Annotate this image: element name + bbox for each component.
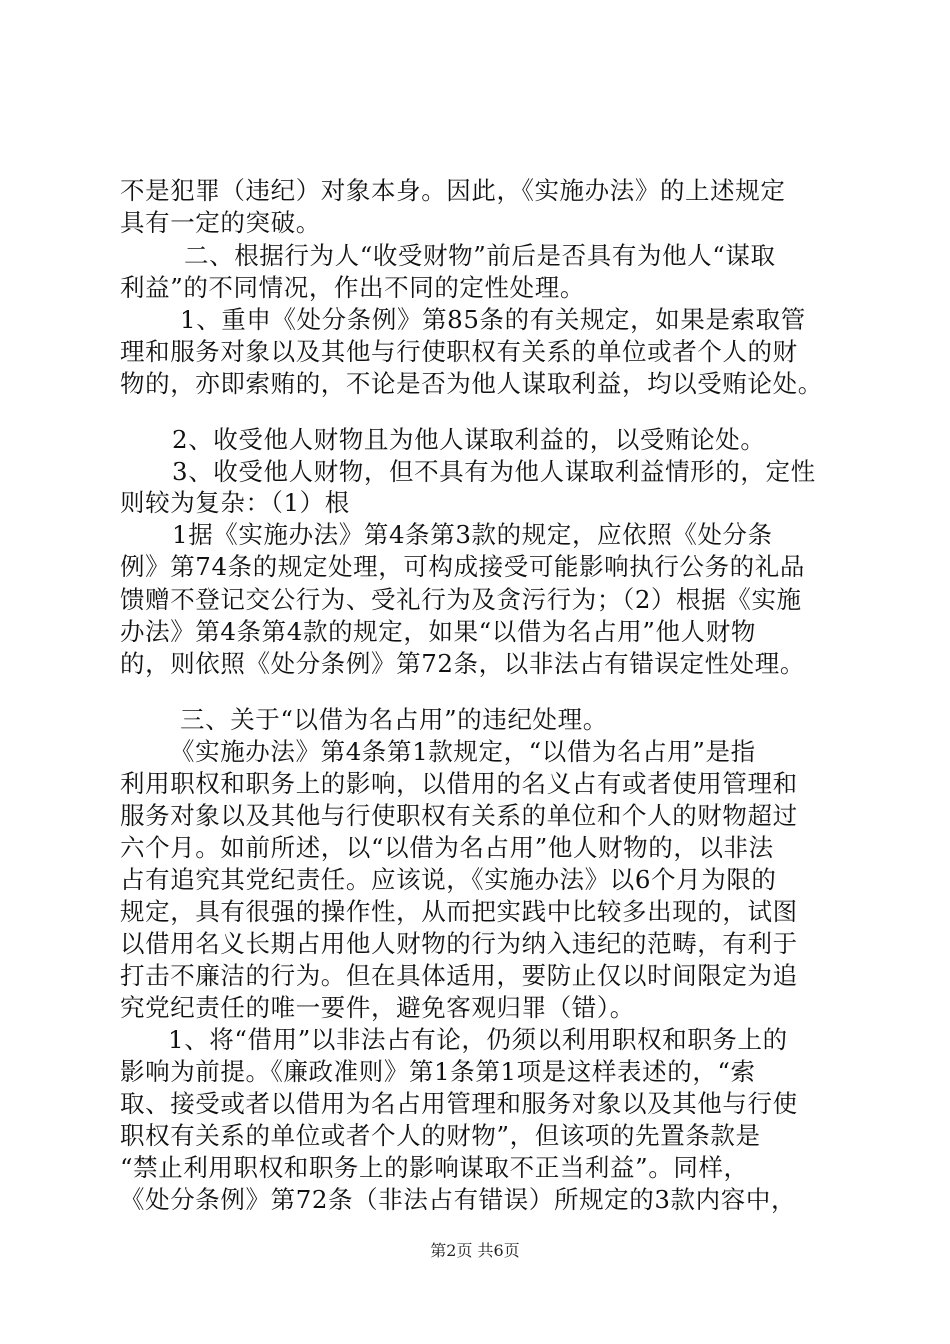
paragraph-line: 职权有关系的单位或者个人的财物”，但该项的先置条款是 <box>120 1121 761 1150</box>
paragraph-line: 不是犯罪（违纪）对象本身。因此，《实施办法》的上述规定 <box>120 176 786 205</box>
paragraph-line: 究党纪责任的唯一要件，避免客观归罪（错）。 <box>120 993 635 1022</box>
paragraph-line: 具有一定的突破。 <box>120 208 321 237</box>
paragraph-line: “禁止利用职权和职务上的影响谋取不正当利益”。同样， <box>120 1153 749 1182</box>
paragraph-line: 《实施办法》第4条第1款规定，“以借为名占用”是指 <box>170 737 756 766</box>
paragraph-line: 2、收受他人财物且为他人谋取利益的，以受贿论处。 <box>172 425 766 454</box>
paragraph-line: 利用职权和职务上的影响，以借用的名义占有或者使用管理和 <box>120 769 798 798</box>
page-number-footer: 第2页 共6页 <box>430 1241 520 1260</box>
paragraph-line: 规定，具有很强的操作性，从而把实践中比较多出现的，试图 <box>120 897 798 926</box>
paragraph-line: 1据《实施办法》第4条第3款的规定，应依照《处分条 <box>172 520 773 549</box>
paragraph-line: 以借用名义长期占用他人财物的行为纳入违纪的范畴，有利于 <box>120 929 798 958</box>
paragraph-line: 则较为复杂：（1）根 <box>120 488 350 517</box>
paragraph-line: 物的，亦即索贿的，不论是否为他人谋取利益，均以受贿论处。 <box>120 369 823 398</box>
paragraph-line: 的，则依照《处分条例》第72条，以非法占有错误定性处理。 <box>120 649 805 678</box>
paragraph-line: 1、将“借用”以非法占有论，仍须以利用职权和职务上的 <box>168 1025 788 1054</box>
paragraph-line: 《处分条例》第72条（非法占有错误）所规定的3款内容中， <box>120 1185 797 1214</box>
paragraph-line: 办法》第4条第4款的规定，如果“以借为名占用”他人财物 <box>120 617 756 646</box>
paragraph-line: 例》第74条的规定处理，可构成接受可能影响执行公务的礼品 <box>120 552 805 581</box>
paragraph-line: 服务对象以及其他与行使职权有关系的单位和个人的财物超过 <box>120 801 798 830</box>
paragraph-line: 影响为前提。《廉政准则》第1条第1项是这样表述的，“索 <box>120 1057 756 1086</box>
paragraph-line: 取、接受或者以借用为名占用管理和服务对象以及其他与行使 <box>120 1089 798 1118</box>
paragraph-line: 3、收受他人财物，但不具有为他人谋取利益情形的，定性 <box>172 457 816 486</box>
paragraph-line: 1、重申《处分条例》第85条的有关规定，如果是索取管 <box>180 305 806 334</box>
paragraph-line: 打击不廉洁的行为。但在具体适用，要防止仅以时间限定为追 <box>120 961 798 990</box>
paragraph-line: 二、根据行为人“收受财物”前后是否具有为他人“谋取 <box>184 241 776 270</box>
paragraph-line: 六个月。如前所述，以“以借为名占用”他人财物的，以非法 <box>120 833 774 862</box>
paragraph-line: 占有追究其党纪责任。应该说，《实施办法》以6个月为限的 <box>120 865 777 894</box>
paragraph-line: 馈赠不登记交公行为、受礼行为及贪污行为；（2）根据《实施 <box>120 585 802 614</box>
paragraph-line: 理和服务对象以及其他与行使职权有关系的单位或者个人的财 <box>120 337 798 366</box>
paragraph-line: 利益”的不同情况，作出不同的定性处理。 <box>120 273 585 302</box>
paragraph-line: 三、关于“以借为名占用”的违纪处理。 <box>180 705 608 734</box>
